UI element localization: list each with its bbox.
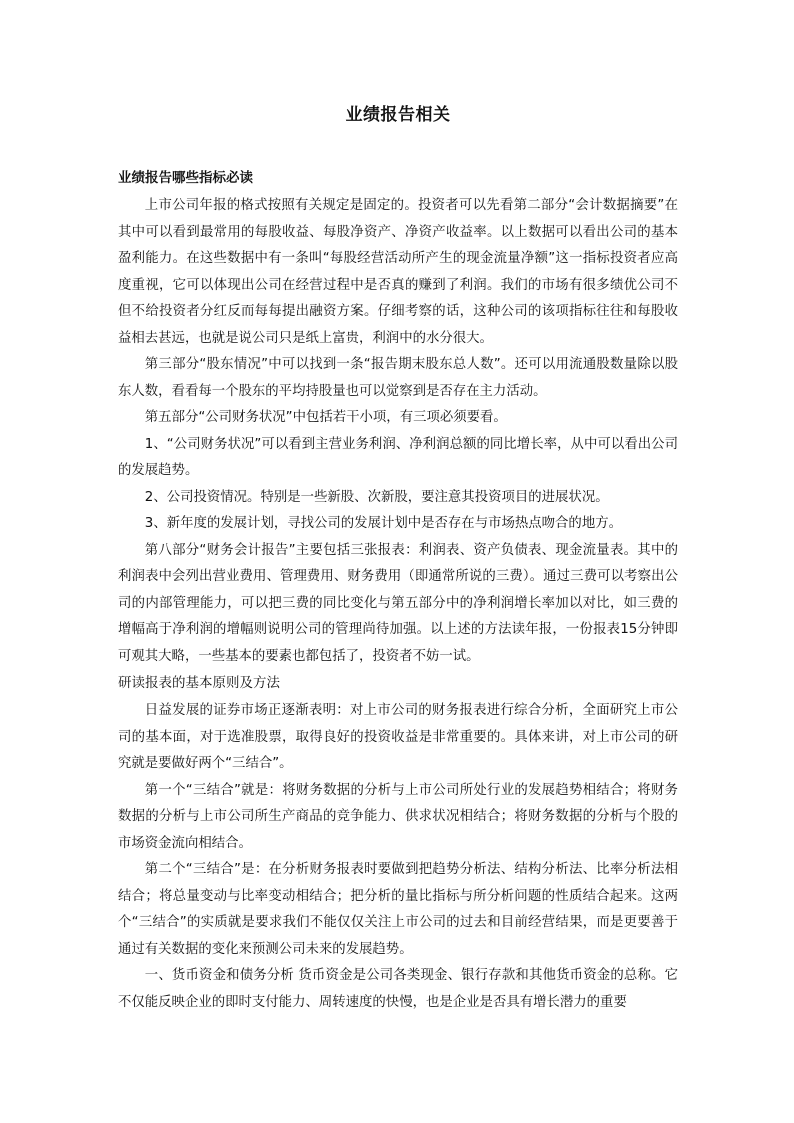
paragraph: 一、货币资金和债务分析 货币资金是公司各类现金、银行存款和其他货币资金的总称。它不仅能反映企业的即时支付能力、周转速度的快慢，也是企业是否具有增长潜力的重要 xyxy=(118,968,678,1010)
paragraph: 第三部分“股东情况”中可以找到一条“报告期末股东总人数”。还可以用流通股数量除以股东人数，看看每一个股东的平均持股量也可以觉察到是否存在主力活动。 xyxy=(118,357,678,399)
paragraph: 上市公司年报的格式按照有关规定是固定的。投资者可以先看第二部分“会计数据摘要”在其中可以看到最常用的每股收益、每股净资产、净资产收益率。以上数据可以看出公司的基本盈利能力。在这些数据中有一条叫“每股经营活动所产生的现金流量净额”这一指标投资者应高度重视，它可以体现出公司在经营过程中是否真的赚到了利润。我们的市场有很多绩优公司不但不给投资者分红反而每每提出融资方案。仔细考察的话，这种公司的该项指标往往和每股收益相去甚远，也就是说公司只是纸上富贵，利润中的水分很大。 xyxy=(118,198,678,346)
paragraph: 第八部分“财务会计报告”主要包括三张报表：利润表、资产负债表、现金流量表。其中的利润表中会列出营业费用、管理费用、财务费用（即通常所说的三费）。通过三费可以考察出公司的内部管理能力，可以把三费的同比变化与第五部分中的净利润增长率加以对比，如三费的增幅高于净利润的增幅则说明公司的管理尚待加强。以上述的方法读年报，一份报表15分钟即可观其大略，一些基本的要素也都包括了，投资者不妨一试。 xyxy=(118,542,678,664)
paragraph: 1、“公司财务状况”可以看到主营业务利润、净利润总额的同比增长率，从中可以看出公司的发展趋势。 xyxy=(118,436,678,478)
paragraph: 第一个“三结合”就是：将财务数据的分析与上市公司所处行业的发展趋势相结合；将财务数据的分析与上市公司所生产商品的竞争能力、供求状况相结合；将财务数据的分析与个股的市场资金流向相结合。 xyxy=(118,782,678,851)
paragraph: 日益发展的证券市场正逐渐表明：对上市公司的财务报表进行综合分析，全面研究上市公司的基本面，对于选准股票，取得良好的投资收益是非常重要的。具体来讲，对上市公司的研究就是要做好两个“三结合”。 xyxy=(118,703,678,771)
paragraph: 3、新年度的发展计划，寻找公司的发展计划中是否存在与市场热点吻合的地方。 xyxy=(144,516,622,531)
document-title: 业绩报告相关 xyxy=(345,105,451,125)
section-heading-principles: 研读报表的基本原则及方法 xyxy=(118,675,280,691)
paragraph: 第五部分“公司财务状况”中包括若干小项，有三项必须要看。 xyxy=(144,410,507,425)
section-heading-indicators: 业绩报告哪些指标必读 xyxy=(118,170,253,186)
paragraph: 2、公司投资情况。特别是一些新股、次新股，要注意其投资项目的进展状况。 xyxy=(144,489,609,505)
paragraph: 第二个“三结合”是：在分析财务报表时要做到把趋势分析法、结构分析法、比率分析法相结合；将总量变动与比率变动相结合；把分析的量比指标与所分析问题的性质结合起来。这两个“三结合”的实质就是要求我们不能仅仅关注上市公司的过去和目前经营结果，而是更要善于通过有关数据的变化来预测公司未来的发展趋势。 xyxy=(118,862,678,957)
